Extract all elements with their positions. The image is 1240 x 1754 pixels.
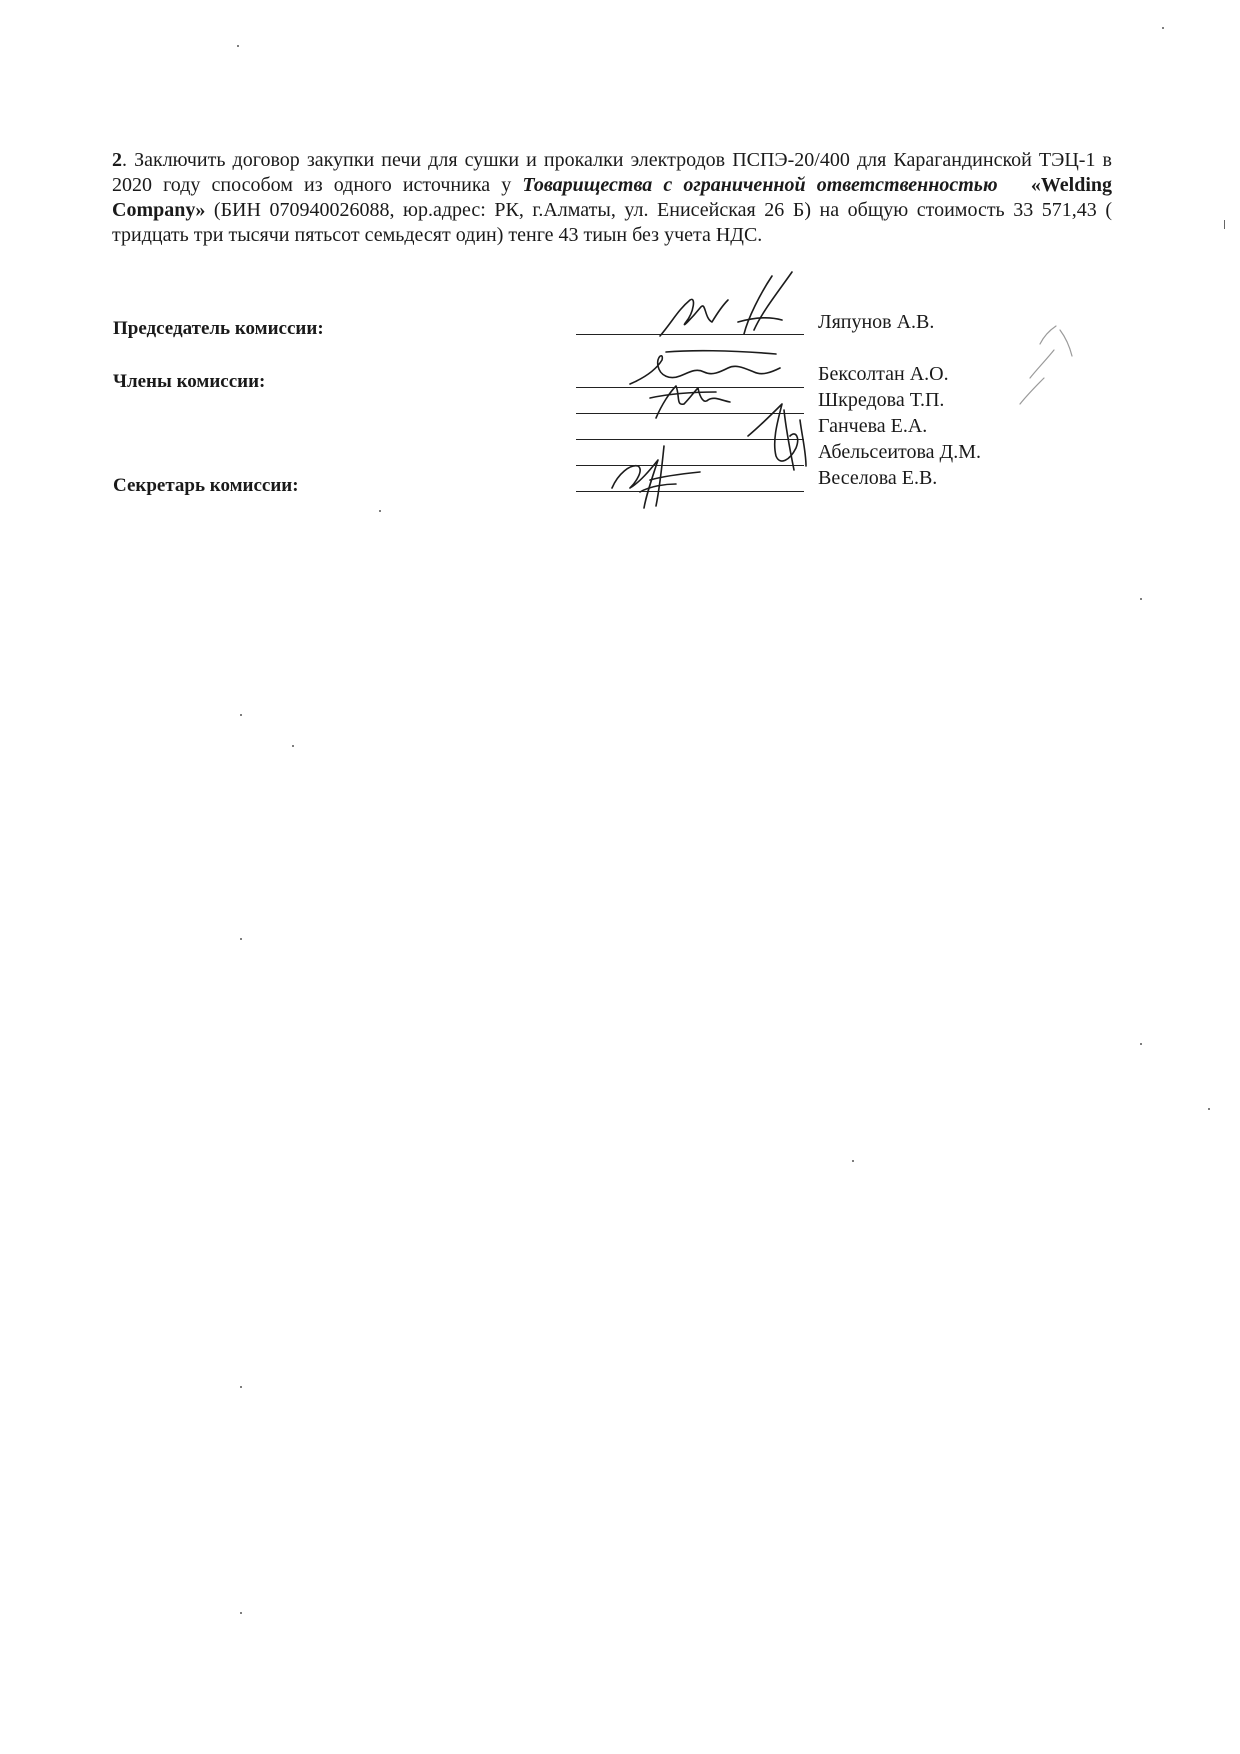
secretary-name: Веселова Е.В. bbox=[818, 467, 938, 489]
scan-speck bbox=[240, 1386, 242, 1388]
member-name: Шкредова Т.П. bbox=[818, 389, 945, 411]
supplier-legal-form: Товарищества с ограниченной ответственностью bbox=[522, 174, 998, 196]
scan-speck bbox=[292, 745, 294, 747]
chairman-name: Ляпунов А.В. bbox=[818, 311, 935, 333]
paragraph-text-part-1: . Заключить договор закупки печи для сушки и прокалки электродов ПСПЭ-20/400 для Карагандинской ТЭЦ-1 в 2020 году способом из одного источника у bbox=[112, 149, 1112, 196]
scan-speck bbox=[1208, 1108, 1210, 1110]
handwritten-signatures-image bbox=[0, 0, 1240, 520]
member-name: Бексолтан А.О. bbox=[818, 363, 949, 385]
scan-speck bbox=[1224, 220, 1225, 229]
supplier-name: «Welding Company» bbox=[112, 174, 1112, 221]
scan-speck bbox=[379, 510, 381, 512]
chairman-label: Председатель комиссии: bbox=[113, 318, 324, 339]
secretary-label: Секретарь комиссии: bbox=[113, 475, 299, 496]
scan-speck bbox=[237, 45, 239, 47]
scan-speck bbox=[1162, 27, 1164, 29]
member-name: Абельсеитова Д.М. bbox=[818, 441, 981, 463]
scan-speck bbox=[240, 714, 242, 716]
paragraph-number: 2 bbox=[112, 149, 122, 171]
scan-speck bbox=[240, 938, 242, 940]
scan-speck bbox=[852, 1160, 854, 1162]
scan-speck bbox=[1140, 1043, 1142, 1045]
scan-speck bbox=[240, 1612, 242, 1614]
members-label: Члены комиссии: bbox=[113, 371, 266, 392]
paragraph-text-part-2: (БИН 070940026088, юр.адрес: РК, г.Алматы, ул. Енисейская 26 Б) на общую стоимость 33 571,43 ( тридцать три тысячи пятьсот семьдесят один) тенге 43 тиын без учета НДС. bbox=[112, 199, 1112, 246]
member-name: Ганчева Е.А. bbox=[818, 415, 928, 437]
scan-speck bbox=[1140, 598, 1142, 600]
signature-block bbox=[0, 0, 1240, 520]
